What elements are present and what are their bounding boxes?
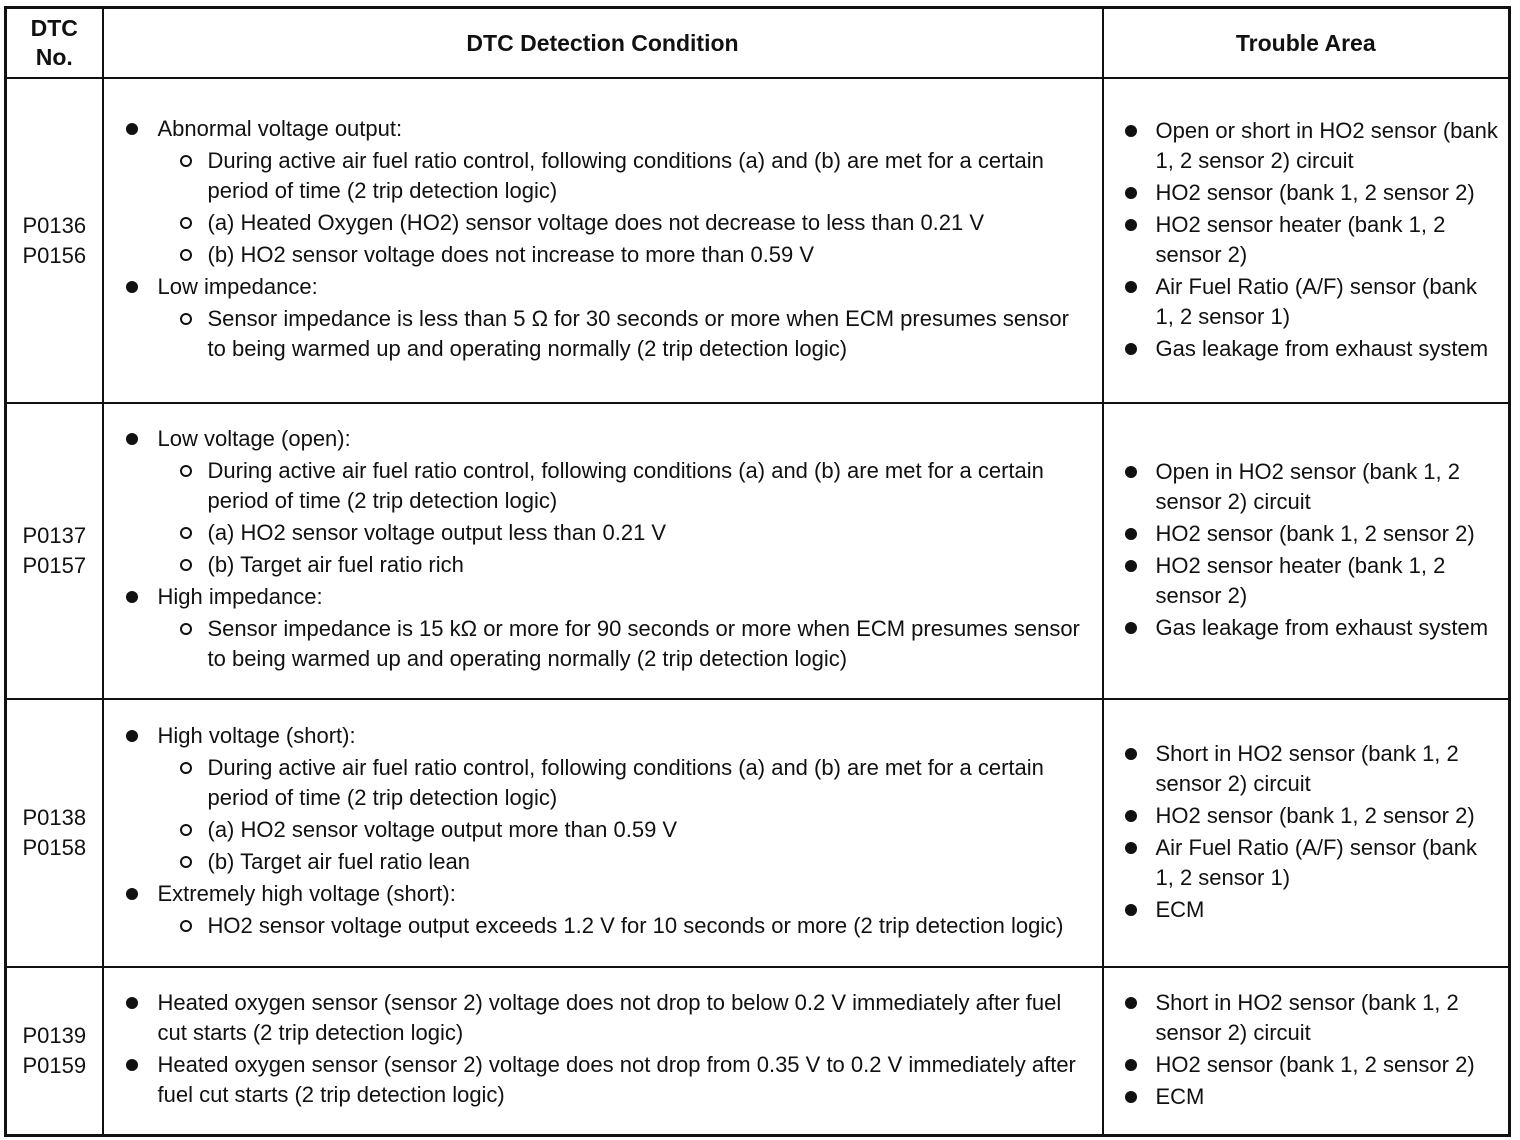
dtc-code-cell	[6, 699, 103, 967]
condition-item	[104, 424, 1092, 580]
header-dtc-no-label: DTC No.	[30, 15, 78, 70]
trouble-area-item	[1104, 988, 1501, 1048]
condition-text: Extremely high voltage (short):	[157, 881, 456, 906]
trouble-area-cell	[1103, 403, 1510, 699]
dtc-code-cell	[6, 403, 103, 699]
condition-item	[104, 879, 1092, 941]
trouble-area-item	[1104, 613, 1501, 643]
trouble-area-text: HO2 sensor heater (bank 1, 2 sensor 2)	[1155, 553, 1446, 608]
condition-item	[104, 721, 1092, 877]
bullet-icon	[1125, 622, 1137, 634]
condition-item	[104, 114, 1092, 270]
hollow-bullet-icon	[180, 559, 192, 571]
dtc-code: P0158	[22, 835, 87, 860]
sub-condition-item	[158, 146, 1092, 206]
trouble-area-item	[1104, 178, 1501, 208]
condition-item	[104, 582, 1092, 674]
dtc-code: P0137	[22, 523, 87, 548]
hollow-bullet-icon	[180, 623, 192, 635]
sub-condition-item	[158, 614, 1092, 674]
trouble-area-text: Gas leakage from exhaust system	[1155, 335, 1489, 361]
detection-condition-cell	[103, 403, 1103, 699]
sub-condition-item	[158, 208, 1092, 238]
condition-text: Abnormal voltage output:	[157, 115, 403, 141]
table-row	[6, 78, 1510, 403]
trouble-area-item	[1104, 895, 1501, 925]
bullet-icon	[1125, 466, 1137, 478]
header-dtc-no	[6, 8, 103, 79]
trouble-area-cell	[1103, 78, 1510, 403]
bullet-icon	[1125, 997, 1137, 1009]
trouble-area-text: HO2 sensor heater (bank 1, 2 sensor 2)	[1155, 211, 1446, 267]
sub-condition-item	[158, 911, 1092, 941]
condition-text: Low impedance:	[157, 273, 318, 299]
sub-condition-item	[158, 518, 1092, 548]
trouble-area-item	[1104, 1050, 1501, 1080]
bullet-icon	[1125, 1091, 1137, 1103]
trouble-area-item	[1104, 519, 1501, 549]
hollow-bullet-icon	[180, 313, 192, 325]
sub-condition-text: During active air fuel ratio control, following conditions (a) and (b) are met for a certain period of time (2 trip detection logic)	[207, 458, 1044, 513]
sub-condition-item	[158, 815, 1092, 845]
sub-condition-item	[158, 753, 1092, 813]
trouble-area-item	[1104, 739, 1501, 799]
trouble-area-text: Gas leakage from exhaust system	[1155, 615, 1489, 640]
bullet-icon	[1125, 281, 1137, 293]
trouble-area-text: Air Fuel Ratio (A/F) sensor (bank 1, 2 sensor 1)	[1155, 273, 1478, 329]
bullet-icon	[1125, 125, 1137, 137]
condition-text: High impedance:	[157, 584, 323, 609]
hollow-bullet-icon	[180, 465, 192, 477]
trouble-area-item	[1104, 551, 1501, 611]
bullet-icon	[126, 591, 138, 603]
table-body	[6, 78, 1510, 1135]
sub-condition-text: (a) Heated Oxygen (HO2) sensor voltage does not decrease to less than 0.21 V	[207, 209, 985, 235]
sub-condition-text: Sensor impedance is less than 5 Ω for 30 seconds or more when ECM presumes sensor to being warmed up and operating normally (2 trip detection logic)	[207, 305, 1069, 361]
header-row	[6, 8, 1510, 79]
dtc-code: P0139	[22, 1022, 87, 1048]
condition-item	[104, 1050, 1092, 1110]
sub-condition-text: (b) Target air fuel ratio rich	[207, 552, 464, 577]
dtc-table	[4, 6, 1511, 1137]
hollow-bullet-icon	[180, 762, 192, 774]
trouble-area-item	[1104, 1082, 1501, 1112]
trouble-area-cell	[1103, 967, 1510, 1135]
sub-condition-item	[158, 456, 1092, 516]
hollow-bullet-icon	[180, 856, 192, 868]
bullet-icon	[1125, 748, 1137, 760]
dtc-code: P0159	[22, 1052, 87, 1078]
trouble-area-text: Air Fuel Ratio (A/F) sensor (bank 1, 2 sensor 1)	[1155, 835, 1478, 890]
sub-condition-item	[158, 847, 1092, 877]
detection-condition-cell	[103, 78, 1103, 403]
dtc-code: P0138	[22, 805, 87, 830]
bullet-icon	[1125, 810, 1137, 822]
bullet-icon	[1125, 528, 1137, 540]
hollow-bullet-icon	[180, 920, 192, 932]
hollow-bullet-icon	[180, 217, 192, 229]
bullet-icon	[126, 888, 138, 900]
table-row	[6, 967, 1510, 1135]
trouble-area-text: Open in HO2 sensor (bank 1, 2 sensor 2) circuit	[1155, 459, 1460, 514]
bullet-icon	[1125, 904, 1137, 916]
trouble-area-text: HO2 sensor (bank 1, 2 sensor 2)	[1155, 1051, 1475, 1077]
trouble-area-text: ECM	[1155, 897, 1205, 922]
dtc-code: P0156	[22, 242, 87, 268]
trouble-area-text: Open or short in HO2 sensor (bank 1, 2 sensor 2) circuit	[1155, 117, 1498, 173]
hollow-bullet-icon	[180, 155, 192, 167]
dtc-code-cell	[6, 78, 103, 403]
bullet-icon	[1125, 560, 1137, 572]
sub-condition-text: (b) Target air fuel ratio lean	[207, 849, 471, 874]
trouble-area-item	[1104, 334, 1501, 364]
trouble-area-item	[1104, 457, 1501, 517]
trouble-area-text: HO2 sensor (bank 1, 2 sensor 2)	[1155, 179, 1475, 205]
condition-item	[104, 272, 1092, 364]
bullet-icon	[126, 281, 138, 293]
bullet-icon	[126, 997, 138, 1009]
sub-condition-text: During active air fuel ratio control, following conditions (a) and (b) are met for a certain period of time (2 trip detection logic)	[207, 755, 1044, 810]
trouble-area-item	[1104, 272, 1501, 332]
trouble-area-item	[1104, 833, 1501, 893]
sub-condition-text: HO2 sensor voltage output exceeds 1.2 V for 10 seconds or more (2 trip detection logic)	[207, 913, 1064, 938]
bullet-icon	[126, 433, 138, 445]
hollow-bullet-icon	[180, 824, 192, 836]
bullet-icon	[1125, 1059, 1137, 1071]
trouble-area-cell	[1103, 699, 1510, 967]
condition-text: Low voltage (open):	[157, 426, 351, 451]
trouble-area-item	[1104, 116, 1501, 176]
sub-condition-text: (a) HO2 sensor voltage output less than 0.21 V	[207, 520, 667, 545]
sub-condition-text: During active air fuel ratio control, following conditions (a) and (b) are met for a certain period of time (2 trip detection logic)	[207, 147, 1044, 203]
sub-condition-item	[158, 240, 1092, 270]
trouble-area-text: Short in HO2 sensor (bank 1, 2 sensor 2) circuit	[1155, 989, 1459, 1045]
bullet-icon	[1125, 343, 1137, 355]
bullet-icon	[1125, 842, 1137, 854]
table-row	[6, 699, 1510, 967]
trouble-area-item	[1104, 801, 1501, 831]
sub-condition-text: (a) HO2 sensor voltage output more than 0.59 V	[207, 817, 678, 842]
hollow-bullet-icon	[180, 249, 192, 261]
bullet-icon	[126, 1059, 138, 1071]
condition-text: Heated oxygen sensor (sensor 2) voltage does not drop to below 0.2 V immediately after fuel cut starts (2 trip detection logic)	[157, 989, 1062, 1045]
dtc-code: P0136	[22, 212, 87, 238]
bullet-icon	[1125, 219, 1137, 231]
trouble-area-text: HO2 sensor (bank 1, 2 sensor 2)	[1155, 803, 1475, 828]
condition-item	[104, 988, 1092, 1048]
bullet-icon	[126, 730, 138, 742]
trouble-area-text: ECM	[1155, 1083, 1205, 1109]
dtc-code-cell	[6, 967, 103, 1135]
trouble-area-text: HO2 sensor (bank 1, 2 sensor 2)	[1155, 521, 1475, 546]
detection-condition-cell	[103, 699, 1103, 967]
sub-condition-text: Sensor impedance is 15 kΩ or more for 90 seconds or more when ECM presumes sensor to being warmed up and operating normally (2 trip detection logic)	[207, 616, 1080, 671]
sub-condition-text: (b) HO2 sensor voltage does not increase to more than 0.59 V	[207, 241, 815, 267]
bullet-icon	[126, 123, 138, 135]
header-condition: DTC Detection Condition	[103, 8, 1103, 79]
header-trouble-area: Trouble Area	[1103, 8, 1510, 79]
sub-condition-item	[158, 550, 1092, 580]
dtc-code: P0157	[22, 553, 87, 578]
bullet-icon	[1125, 187, 1137, 199]
detection-condition-cell	[103, 967, 1103, 1135]
trouble-area-text: Short in HO2 sensor (bank 1, 2 sensor 2) circuit	[1155, 741, 1459, 796]
condition-text: High voltage (short):	[157, 723, 356, 748]
table-row	[6, 403, 1510, 699]
sub-condition-item	[158, 304, 1092, 364]
trouble-area-item	[1104, 210, 1501, 270]
condition-text: Heated oxygen sensor (sensor 2) voltage does not drop from 0.35 V to 0.2 V immediately after fuel cut starts (2 trip detection logic)	[157, 1051, 1076, 1107]
hollow-bullet-icon	[180, 527, 192, 539]
